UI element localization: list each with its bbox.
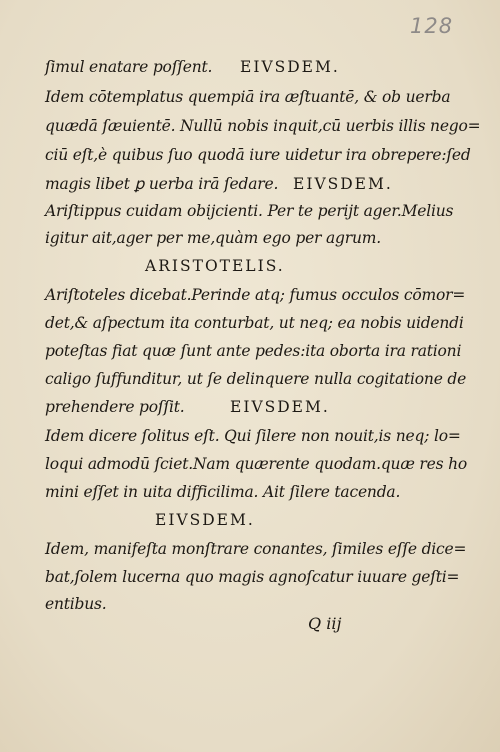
page-number: 128: [410, 14, 454, 38]
text-line: quædā ſæuientē. Nullū nobis inquit,cū uerbis illis nego=: [45, 117, 481, 135]
text-line: Ariſtoteles dicebat.Perinde atq; fumus occulos cōmor=: [45, 286, 466, 304]
text-line: entibus.: [45, 595, 107, 613]
section-heading: EIVSDEM.: [293, 175, 393, 193]
text-line: det,& aſpectum ita conturbat, ut neq; ea nobis uidendi: [45, 314, 464, 332]
text-line: prehendere poſſit.: [45, 398, 185, 416]
text-line: caligo ſuffunditur, ut ſe delinquere nulla cogitatione de: [45, 370, 467, 388]
signature-mark: Q iij: [308, 614, 342, 633]
section-heading: EIVSDEM.: [240, 58, 340, 76]
text-line: igitur ait,ager per me,quàm ego per agrum.: [45, 229, 381, 247]
text-line: magis libet ꝑ uerba irā ſedare.: [45, 175, 279, 193]
section-heading: EIVSDEM.: [155, 511, 255, 529]
text-line: poteſtas fiat quæ ſunt ante pedes:ita oborta ira rationi: [45, 342, 462, 360]
text-line: Idem dicere ſolitus eſt. Qui ſilere non nouit,is neq; lo=: [45, 427, 461, 445]
text-line: Ariſtippus cuidam obijcienti. Per te perijt ager.Melius: [45, 202, 454, 220]
text-line: mini eſſet in uita difficilima. Ait ſilere tacenda.: [45, 483, 401, 501]
text-line: Idem cōtemplatus quempiā ira æſtuantē, & ob uerba: [45, 88, 451, 106]
text-line: ciū eſt,è quibus ſuo quodā iure uidetur ira obrepere:ſed: [45, 146, 471, 164]
section-heading: ARISTOTELIS.: [145, 257, 285, 275]
text-line: loqui admodū ſciet.Nam quærente quodam.quæ res ho: [45, 455, 468, 473]
section-heading: EIVSDEM.: [230, 398, 330, 416]
text-line: Idem, manifeſta monſtrare conantes, ſimiles eſſe dice=: [45, 540, 467, 558]
text-line: ſimul enatare poſſent.: [45, 58, 213, 76]
text-line: bat,ſolem lucerna quo magis agnoſcatur iuuare geſti=: [45, 568, 460, 586]
